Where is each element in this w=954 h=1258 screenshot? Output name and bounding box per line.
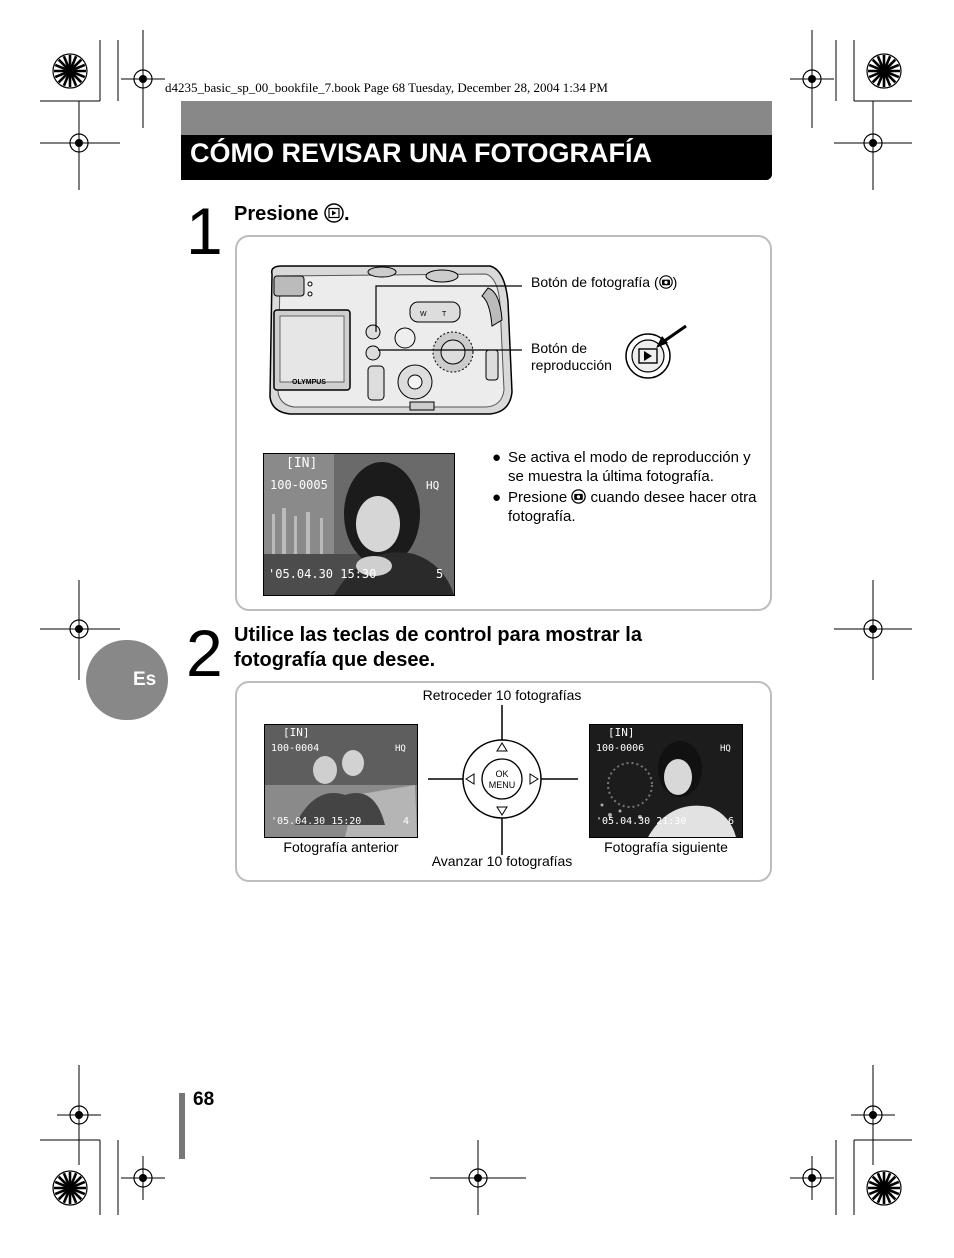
bullet-text-end: cuando desee hacer otra fotografía.: [508, 489, 757, 525]
book-file-line: d4235_basic_sp_00_bookfile_7.book Page 68 Tuesday, December 28, 2004 1:34 PM: [165, 80, 608, 95]
camera-button-icon: [571, 489, 586, 504]
prev-memory: [IN]: [283, 726, 310, 739]
registration-mark-icon: [790, 1156, 834, 1200]
previous-photo-screen: [264, 724, 418, 838]
starburst-target-icon: [867, 1171, 901, 1205]
step-1-heading: [234, 202, 350, 227]
memory-indicator: [IN]: [286, 456, 318, 471]
camera-button-icon: [659, 275, 673, 289]
starburst-target-icon: [867, 54, 901, 88]
svg-text:T: T: [442, 311, 447, 318]
prev-count: 4: [403, 816, 410, 827]
camera-brand-label: OLYMPUS: [292, 379, 326, 386]
step-1-heading-text: Presione: [234, 203, 319, 225]
label-left: Fotografía anterior: [283, 839, 399, 855]
step-1-heading-end: .: [344, 203, 350, 225]
page-number-bar: [179, 1093, 185, 1159]
svg-text:W: W: [420, 311, 427, 318]
bullet-text: [508, 488, 757, 526]
quality-indicator: HQ: [426, 479, 440, 492]
prev-datetime: '05.04.30 15:20: [271, 816, 362, 827]
label-down: Avanzar 10 fotografías: [431, 853, 573, 869]
playback-button-icon: [324, 203, 344, 223]
playback-label-line1: Botón de: [531, 340, 588, 356]
bullet-text: Se activa el modo de reproducción y se muestra la última fotografía.: [508, 449, 751, 485]
prev-quality: HQ: [395, 744, 406, 754]
photo-button-label-end: ): [672, 274, 678, 290]
playback-button-closeup-icon: [620, 320, 692, 382]
photo-button-label-text: Botón de fotografía (: [531, 274, 659, 290]
label-right: Fotografía siguiente: [604, 839, 728, 855]
photo-button-label: [531, 274, 677, 291]
ok-label: OK: [495, 769, 509, 779]
frame-count: 5: [436, 567, 444, 581]
registration-mark-icon: [121, 1156, 165, 1200]
bullet-text-start: Presione: [508, 489, 568, 506]
next-memory: [IN]: [608, 726, 635, 739]
starburst-target-icon: [53, 54, 87, 88]
step-1-bullets: [492, 448, 757, 526]
date-time: '05.04.30 15:30: [268, 567, 377, 581]
menu-label: MENU: [488, 780, 516, 790]
language-tab: [86, 640, 168, 720]
playback-button-label: [531, 340, 612, 374]
next-quality: HQ: [720, 744, 731, 754]
callout-lines: [370, 280, 530, 360]
next-datetime: '05.04.30 21:30: [596, 816, 687, 827]
playback-screen-photo: [263, 453, 455, 596]
playback-label-line2: reproducción: [531, 357, 612, 373]
page-number: 68: [193, 1089, 215, 1110]
label-up: Retroceder 10 fotografías: [422, 687, 582, 703]
bullet-item: ● Se activa el modo de reproducción y se muestra la última fotografía.: [492, 448, 757, 486]
file-number: 100-0005: [270, 478, 328, 492]
next-photo-screen: [589, 724, 743, 838]
page-title: CÓMO REVISAR UNA FOTOGRAFÍA: [190, 138, 653, 168]
prev-file: 100-0004: [271, 743, 320, 754]
starburst-target-icon: [53, 1171, 87, 1205]
next-count: 6: [728, 816, 735, 827]
step-2-heading: Utilice las teclas de control para mostrar la fotografía que desee.: [234, 624, 642, 671]
step-1-number: 1: [186, 194, 223, 268]
next-file: 100-0006: [596, 743, 645, 754]
arrow-pad-icon: [428, 705, 578, 855]
bullet-item: ● Presione cuando desee hacer otra fotografía.: [492, 489, 757, 525]
step-2-number: 2: [186, 616, 223, 690]
language-label: Es: [133, 669, 157, 690]
